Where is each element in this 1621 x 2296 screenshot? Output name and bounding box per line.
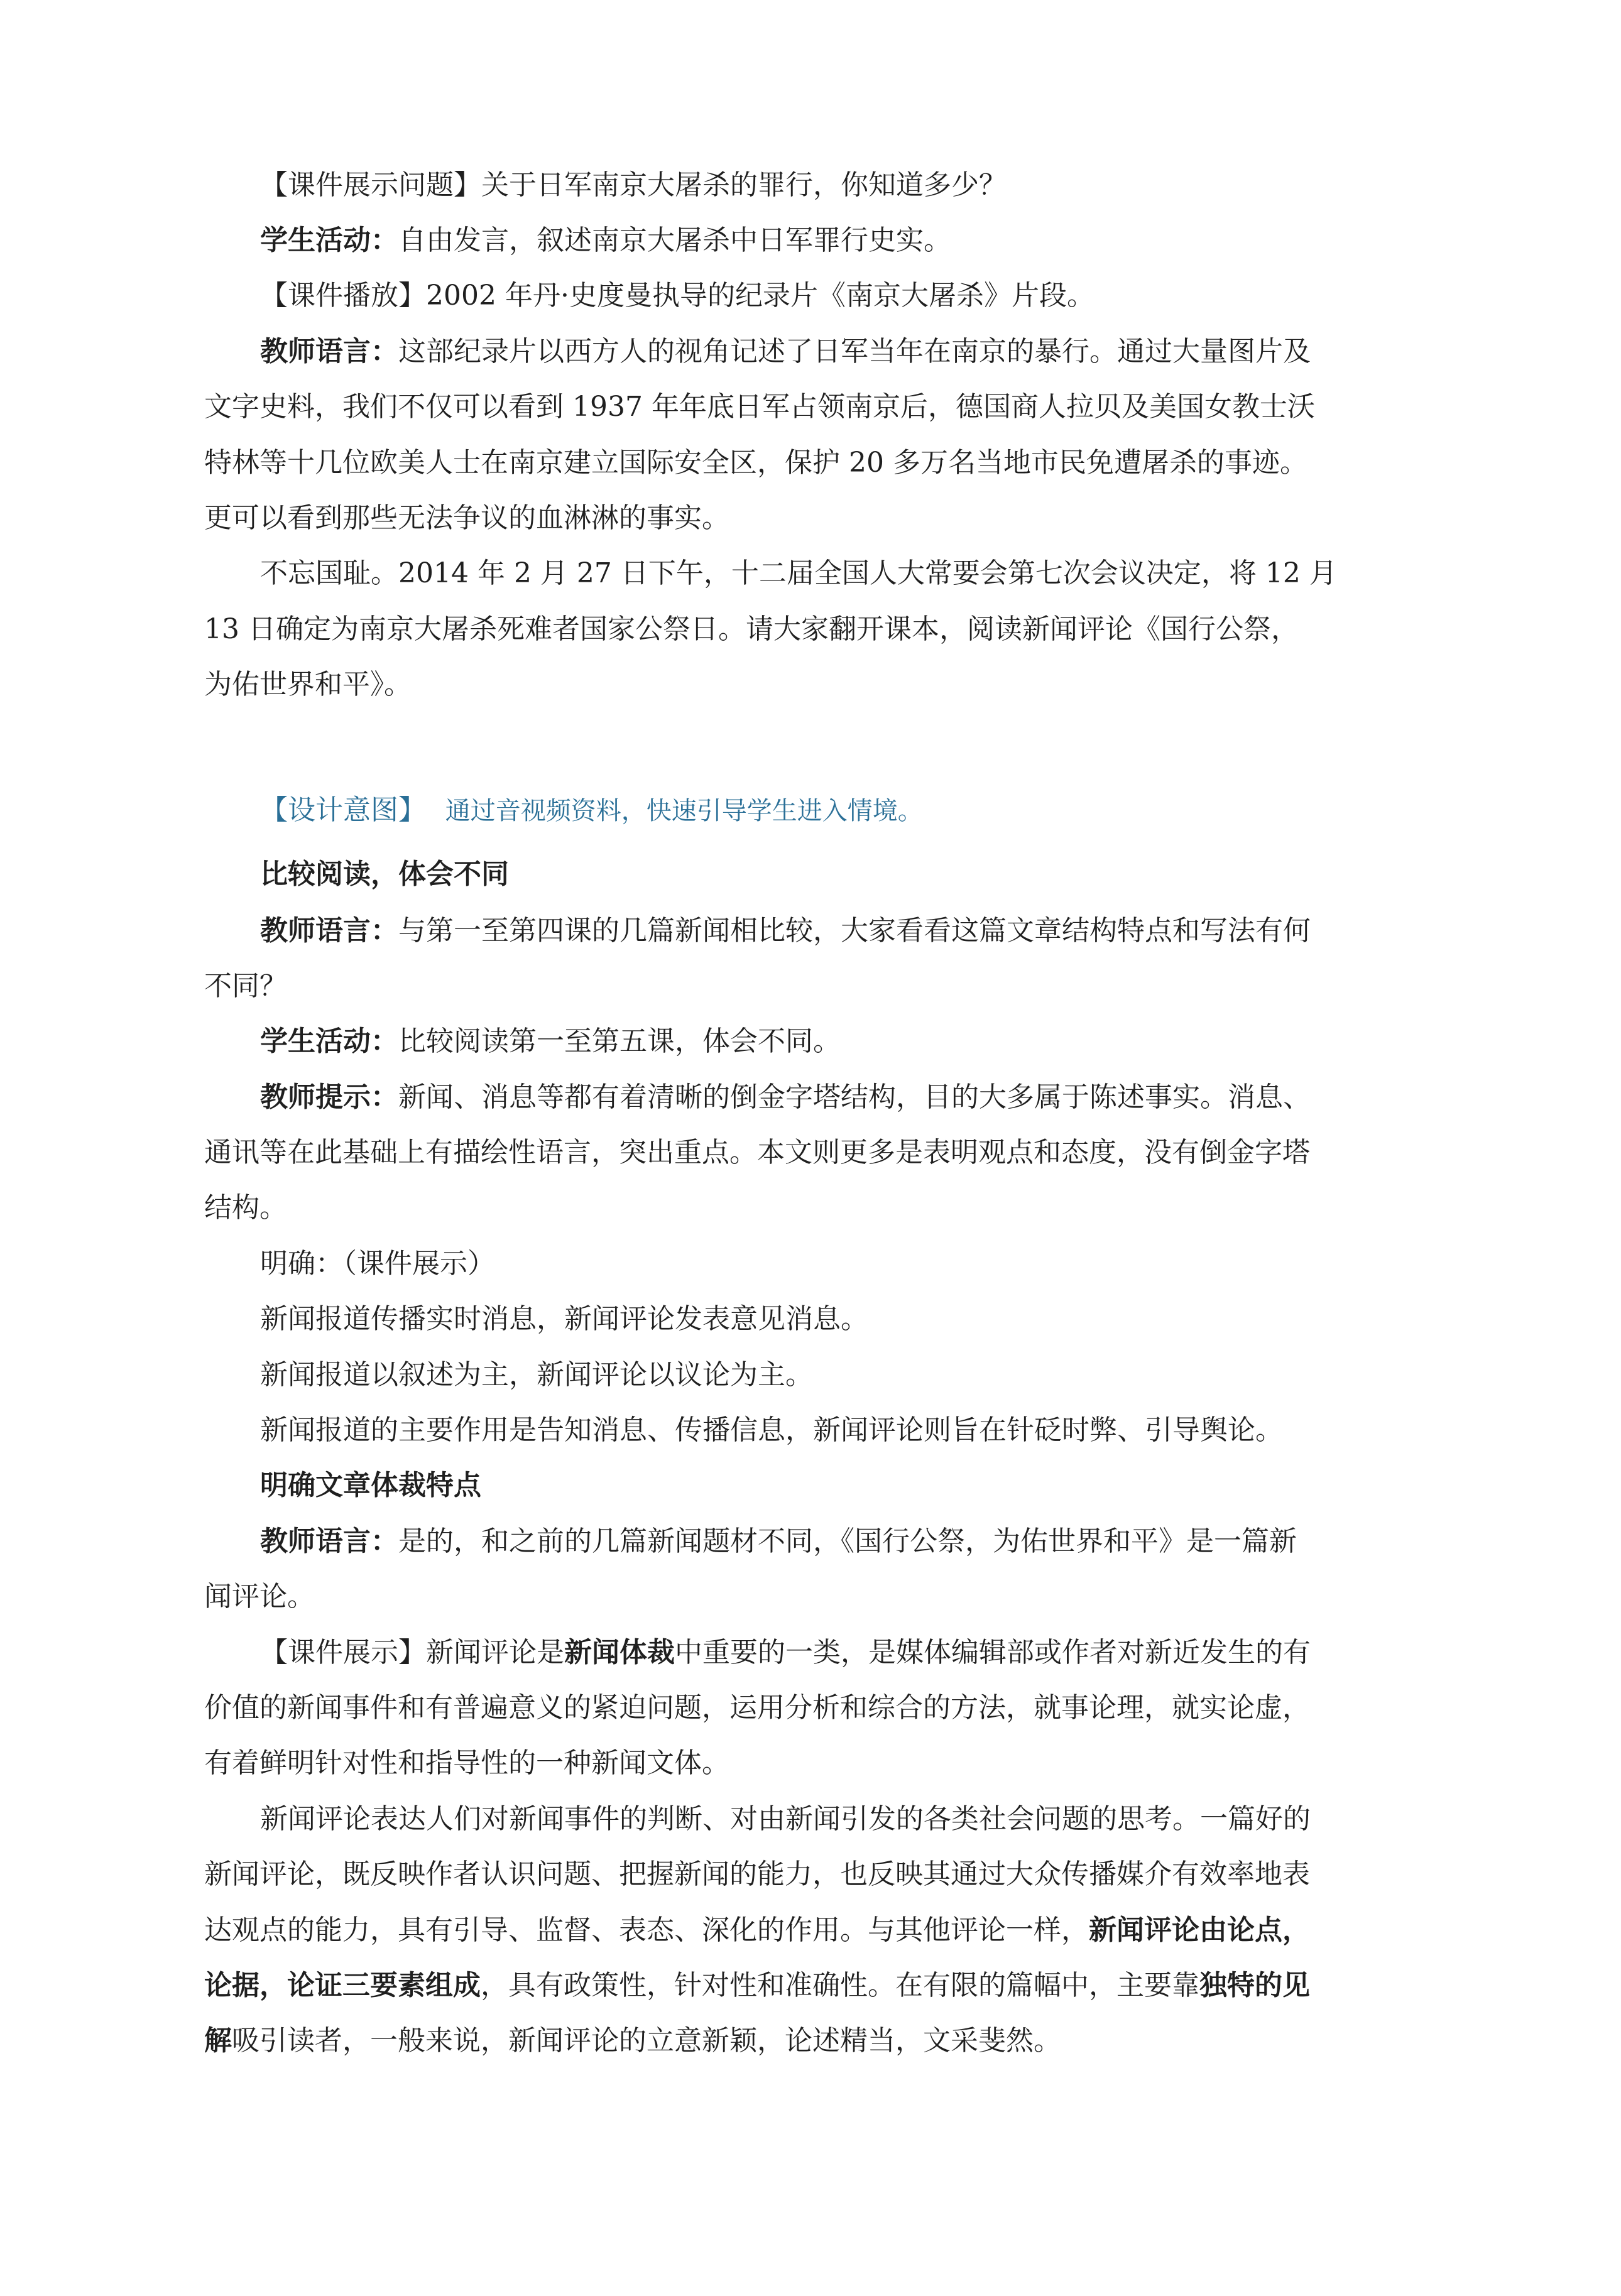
label-teacher-hint: 教师提示：: [260, 1081, 398, 1113]
line-text: 更可以看到那些无法争议的血淋淋的事实。: [204, 502, 729, 534]
line-text: 自由发言，叙述南京大屠杀中日军罪行史实。: [398, 224, 951, 256]
emphasis-text: 论据，论证三要素组成: [204, 1969, 481, 2001]
emphasis-text: 解: [204, 2025, 232, 2057]
line-text: 新闻报道的主要作用是告知消息、传播信息，新闻评论则旨在针砭时弊、引导舆论。: [260, 1414, 1283, 1446]
label-student-activity: 学生活动：: [260, 224, 398, 256]
label-teacher-language: 教师语言：: [260, 335, 398, 367]
line-text: 闻评论。: [204, 1581, 315, 1613]
line-text: 新闻评论，既反映作者认识问题、把握新闻的能力，也反映其通过大众传播媒介有效率地表: [204, 1858, 1310, 1890]
line-text: 新闻报道以叙述为主，新闻评论以议论为主。: [260, 1359, 813, 1391]
line-text: 这部纪录片以西方人的视角记述了日军当年在南京的暴行。通过大量图片及: [398, 335, 1311, 367]
line-text: 价值的新闻事件和有普遍意义的紧迫问题，运用分析和综合的方法，就事论理，就实论虚，: [204, 1692, 1310, 1724]
line-text: 【课件播放】2002 年丹·史度曼执导的纪录片《南京大屠杀》片段。: [260, 280, 1094, 312]
label-student-activity: 学生活动：: [260, 1025, 398, 1057]
line-text: 明确：（课件展示）: [260, 1248, 495, 1280]
emphasis-text: 新闻体裁: [564, 1636, 675, 1668]
heading-text: 明确文章体裁特点: [260, 1469, 481, 1501]
line-text: 13 日确定为南京大屠杀死难者国家公祭日。请大家翻开课本，阅读新闻评论《国行公祭，: [204, 613, 1299, 645]
line-text: 特林等十几位欧美人士在南京建立国际安全区，保护 20 多万名当地市民免遭屠杀的事迹。: [204, 447, 1307, 479]
line-text: 通讯等在此基础上有描绘性语言，突出重点。本文则更多是表明观点和态度，没有倒金字塔: [204, 1136, 1310, 1168]
line-text: 不同？: [204, 970, 287, 1002]
design-intent-label: 【设计意图】: [260, 794, 412, 826]
line-text: ，具有政策性，针对性和准确性。在有限的篇幅中，主要靠: [481, 1969, 1199, 2001]
line-text: 结构。: [204, 1192, 287, 1224]
line-text: 吸引读者，一般来说，新闻评论的立意新颖，论述精当，文采斐然。: [232, 2025, 1061, 2057]
label-teacher-language: 教师语言：: [260, 915, 398, 947]
emphasis-text: 新闻评论由论点，: [1089, 1914, 1310, 1946]
line-text: 是的，和之前的几篇新闻题材不同，《国行公祭，为佑世界和平》是一篇新: [398, 1525, 1297, 1557]
heading-text: 比较阅读，体会不同: [260, 858, 509, 890]
line-text: 新闻报道传播实时消息，新闻评论发表意见消息。: [260, 1303, 868, 1335]
line-text: 新闻、消息等都有着清晰的倒金字塔结构，目的大多属于陈述事实。消息、: [398, 1081, 1311, 1113]
line-text: 【课件展示问题】关于日军南京大屠杀的罪行，你知道多少？: [260, 169, 1007, 201]
emphasis-text: 独特的见: [1199, 1969, 1310, 2001]
line-text: 不忘国耻。2014 年 2 月 27 日下午，十二届全国人大常要会第七次会议决定，将 12 月: [260, 557, 1337, 589]
line-text: 文字史料，我们不仅可以看到 1937 年年底日军占领南京后，德国商人拉贝及美国女教士沃: [204, 391, 1315, 423]
line-text: 达观点的能力，具有引导、监督、表态、深化的作用。与其他评论一样，: [204, 1914, 1089, 1946]
design-intent-text: 通过音视频资料，快速引导学生进入情境。: [412, 797, 923, 825]
line-text: 比较阅读第一至第五课，体会不同。: [398, 1025, 841, 1057]
line-text: 中重要的一类，是媒体编辑部或作者对新近发生的有: [675, 1636, 1311, 1668]
line-text: 有着鲜明针对性和指导性的一种新闻文体。: [204, 1747, 729, 1779]
line-text: 新闻评论表达人们对新闻事件的判断、对由新闻引发的各类社会问题的思考。一篇好的: [260, 1803, 1311, 1835]
line-text: 【课件展示】新闻评论是: [260, 1636, 564, 1668]
line-text: 与第一至第四课的几篇新闻相比较，大家看看这篇文章结构特点和写法有何: [398, 915, 1311, 947]
label-teacher-language: 教师语言：: [260, 1525, 398, 1557]
line-text: 为佑世界和平》。: [204, 668, 412, 700]
